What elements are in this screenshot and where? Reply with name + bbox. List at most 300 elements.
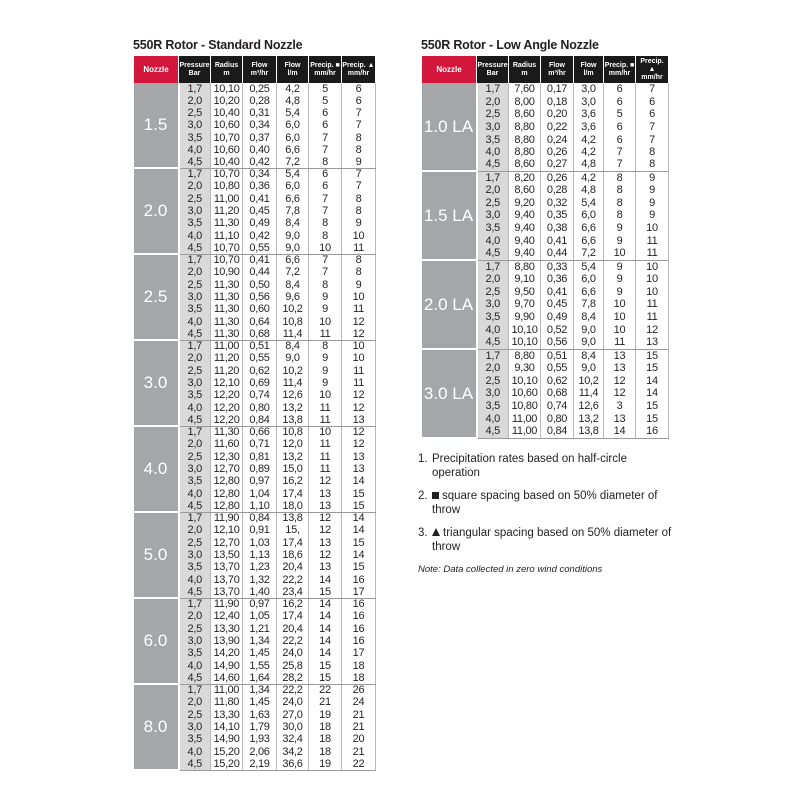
table-cell: 1,7 — [179, 684, 211, 696]
table-cell: 4,2 — [574, 146, 604, 159]
table-cell: 11,90 — [211, 598, 243, 610]
table-cell: 6 — [604, 96, 636, 109]
table-cell: 0,56 — [541, 336, 574, 349]
table-cell: 9 — [309, 365, 342, 377]
table-cell: 12,20 — [211, 389, 243, 401]
table-cell: 8,4 — [277, 279, 309, 291]
table-cell: 1,34 — [243, 635, 277, 647]
table-cell: 9,0 — [277, 242, 309, 254]
table-cell: 2,5 — [477, 285, 509, 298]
table-cell: 3,0 — [179, 549, 211, 561]
table-cell: 0,68 — [243, 328, 277, 340]
table-cell: 0,45 — [243, 205, 277, 217]
table-cell: 0,60 — [243, 303, 277, 315]
table-cell: 6 — [342, 95, 376, 107]
table-cell: 11 — [342, 377, 376, 389]
table-cell: 8 — [604, 209, 636, 222]
table-cell: 3,5 — [477, 400, 509, 413]
footnote-text: square spacing based on 50% diameter of throw — [432, 490, 658, 516]
table-cell: 13,2 — [277, 401, 309, 413]
table-cell: 11,00 — [211, 193, 243, 205]
table-cell: 36,6 — [277, 758, 309, 770]
footnote-1 — [418, 452, 678, 480]
table-cell: 7 — [309, 205, 342, 217]
table-cell: 8,80 — [509, 121, 541, 134]
column-header: Pressure Bar — [179, 56, 211, 83]
table-cell: 4,0 — [477, 413, 509, 426]
table-cell: 13,50 — [211, 549, 243, 561]
table-cell: 4,5 — [179, 328, 211, 340]
table-cell: 21 — [309, 696, 342, 708]
table-cell: 12 — [342, 328, 376, 340]
table-cell: 13,70 — [211, 573, 243, 585]
table-cell: 0,17 — [541, 83, 574, 96]
table-cell: 24,0 — [277, 696, 309, 708]
table-cell: 9 — [309, 352, 342, 364]
column-header: Precip. ▲ mm/hr — [342, 56, 376, 83]
table-cell: 11,20 — [211, 205, 243, 217]
table-cell: 2,0 — [179, 352, 211, 364]
nozzle-size-cell: 1.5 — [134, 83, 179, 168]
table-cell: 14 — [342, 512, 376, 524]
table-cell: 7 — [342, 180, 376, 192]
low-angle-nozzle-table — [421, 56, 669, 439]
table-cell: 9,20 — [509, 196, 541, 209]
table-cell: 8,4 — [277, 217, 309, 229]
table-cell: 1,7 — [179, 512, 211, 524]
table-cell: 1,32 — [243, 573, 277, 585]
table-cell: 5,4 — [277, 107, 309, 119]
table-cell: 12 — [636, 324, 669, 337]
table-cell: 0,51 — [243, 340, 277, 352]
table-cell: 2,5 — [179, 365, 211, 377]
table-cell: 7 — [309, 193, 342, 205]
table-cell: 9 — [636, 184, 669, 197]
table-cell: 13,8 — [277, 414, 309, 426]
table-cell: 14,60 — [211, 672, 243, 684]
table-cell: 0,34 — [243, 119, 277, 131]
table-cell: 16 — [636, 425, 669, 438]
table-cell: 0,42 — [243, 229, 277, 241]
table-cell: 0,35 — [541, 209, 574, 222]
table-cell: 9 — [604, 273, 636, 286]
table-cell: 5,4 — [574, 260, 604, 273]
table-cell: 12 — [342, 315, 376, 327]
table-cell: 3,5 — [477, 311, 509, 324]
table-cell: 9,40 — [509, 209, 541, 222]
table-cell: 10 — [636, 273, 669, 286]
table-cell: 3,5 — [477, 133, 509, 146]
table-cell: 11,4 — [277, 328, 309, 340]
table-cell: 10,70 — [211, 168, 243, 180]
table-cell: 12 — [342, 401, 376, 413]
table-cell: 0,97 — [243, 475, 277, 487]
table-cell: 16 — [342, 573, 376, 585]
table-cell: 11 — [342, 303, 376, 315]
table-cell: 15 — [342, 487, 376, 499]
nozzle-size-cell: 5.0 — [134, 512, 179, 598]
table-cell: 14 — [309, 610, 342, 622]
table-cell: 13 — [604, 362, 636, 375]
table-cell: 2,0 — [179, 95, 211, 107]
table-cell: 15,20 — [211, 745, 243, 757]
table-cell: 1,79 — [243, 721, 277, 733]
nozzle-size-cell: 2.0 LA — [422, 260, 477, 349]
table-cell: 11,20 — [211, 352, 243, 364]
table-cell: 3,5 — [179, 561, 211, 573]
table-cell: 10 — [604, 247, 636, 260]
table-cell: 6,6 — [574, 235, 604, 248]
table-cell: 9,10 — [509, 273, 541, 286]
footnote-number: 2. — [418, 490, 428, 502]
table-cell: 14 — [636, 374, 669, 387]
table-cell: 8 — [636, 146, 669, 159]
table-cell: 13,2 — [574, 413, 604, 426]
table-cell: 12,30 — [211, 451, 243, 463]
table-cell: 20,4 — [277, 623, 309, 635]
table-row — [134, 426, 376, 438]
table-cell: 4,8 — [574, 158, 604, 171]
table-cell: 9 — [636, 209, 669, 222]
table-cell: 10,10 — [211, 83, 243, 95]
table-cell: 7 — [309, 144, 342, 156]
table-cell: 13 — [342, 451, 376, 463]
table-cell: 12,6 — [277, 389, 309, 401]
table-row — [134, 684, 376, 696]
table-cell: 7 — [636, 83, 669, 96]
table-cell: 8,60 — [509, 108, 541, 121]
table-cell: 4,5 — [179, 414, 211, 426]
table-cell: 4,5 — [179, 586, 211, 598]
table-cell: 11,30 — [211, 328, 243, 340]
table-cell: 0,36 — [243, 180, 277, 192]
table-cell: 8,80 — [509, 146, 541, 159]
table-cell: 0,55 — [243, 352, 277, 364]
standard-nozzle-title: 550R Rotor - Standard Nozzle — [133, 38, 303, 52]
table-cell: 6,0 — [277, 180, 309, 192]
table-cell: 5 — [309, 95, 342, 107]
table-cell: 0,80 — [243, 401, 277, 413]
table-cell: 23,4 — [277, 586, 309, 598]
table-cell: 11,30 — [211, 279, 243, 291]
table-cell: 9,0 — [277, 229, 309, 241]
table-cell: 0,62 — [541, 374, 574, 387]
table-cell: 19 — [309, 709, 342, 721]
table-row — [134, 598, 376, 610]
table-cell: 8,80 — [509, 133, 541, 146]
table-cell: 11 — [636, 311, 669, 324]
table-cell: 4,5 — [179, 758, 211, 770]
column-header: Flow m³/hr — [243, 56, 277, 83]
table-cell: 10,2 — [277, 365, 309, 377]
table-cell: 2,19 — [243, 758, 277, 770]
table-cell: 4,5 — [477, 247, 509, 260]
table-cell: 11 — [309, 463, 342, 475]
table-cell: 10 — [309, 426, 342, 438]
table-cell: 0,91 — [243, 524, 277, 536]
table-cell: 8,4 — [574, 311, 604, 324]
table-cell: 7 — [636, 121, 669, 134]
table-cell: 11,80 — [211, 696, 243, 708]
table-cell: 13 — [342, 414, 376, 426]
table-cell: 3,0 — [179, 119, 211, 131]
table-cell: 2,5 — [179, 279, 211, 291]
table-cell: 9,6 — [277, 291, 309, 303]
table-cell: 1,7 — [477, 171, 509, 184]
column-header: Precip. ■ mm/hr — [309, 56, 342, 83]
table-cell: 6,6 — [277, 193, 309, 205]
table-cell: 10,80 — [509, 400, 541, 413]
table-cell: 30,0 — [277, 721, 309, 733]
table-cell: 3,5 — [179, 647, 211, 659]
table-cell: 0,41 — [541, 235, 574, 248]
table-cell: 9,90 — [509, 311, 541, 324]
table-cell: 2,0 — [477, 273, 509, 286]
table-cell: 3,0 — [179, 635, 211, 647]
table-cell: 11 — [309, 451, 342, 463]
footnote-2 — [418, 489, 678, 517]
table-cell: 9,40 — [509, 247, 541, 260]
table-cell: 8,80 — [509, 349, 541, 362]
header-row — [422, 56, 669, 83]
table-cell: 15 — [309, 672, 342, 684]
table-cell: 0,44 — [541, 247, 574, 260]
table-cell: 1,04 — [243, 487, 277, 499]
table-cell: 22,2 — [277, 635, 309, 647]
table-cell: 1,7 — [179, 168, 211, 180]
table-cell: 14 — [309, 598, 342, 610]
table-cell: 9 — [604, 285, 636, 298]
table-cell: 11 — [342, 365, 376, 377]
table-cell: 11 — [604, 336, 636, 349]
table-cell: 0,38 — [541, 222, 574, 235]
standard-nozzle-table — [133, 56, 376, 771]
table-cell: 14 — [309, 635, 342, 647]
table-cell: 11,10 — [211, 229, 243, 241]
table-cell: 0,84 — [243, 512, 277, 524]
table-cell: 11,00 — [509, 413, 541, 426]
table-cell: 0,64 — [243, 315, 277, 327]
table-cell: 10 — [309, 315, 342, 327]
table-cell: 2,0 — [477, 96, 509, 109]
table-cell: 10,40 — [211, 107, 243, 119]
table-cell: 20 — [342, 733, 376, 745]
table-cell: 12 — [309, 512, 342, 524]
table-cell: 12,6 — [574, 400, 604, 413]
table-cell: 12,20 — [211, 414, 243, 426]
table-cell: 4,5 — [179, 672, 211, 684]
table-cell: 2,0 — [179, 696, 211, 708]
table-cell: 0,71 — [243, 438, 277, 450]
table-cell: 10,80 — [211, 180, 243, 192]
column-header: Flow m³/hr — [541, 56, 574, 83]
table-cell: 22,2 — [277, 684, 309, 696]
table-cell: 10 — [604, 298, 636, 311]
table-cell: 1,13 — [243, 549, 277, 561]
table-cell: 2,5 — [179, 107, 211, 119]
table-cell: 4,5 — [477, 425, 509, 438]
table-cell: 4,0 — [179, 659, 211, 671]
table-cell: 5 — [309, 83, 342, 95]
table-cell: 1,45 — [243, 647, 277, 659]
table-cell: 12 — [342, 389, 376, 401]
table-cell: 10,10 — [509, 374, 541, 387]
table-cell: 11,90 — [211, 512, 243, 524]
table-cell: 0,32 — [541, 196, 574, 209]
table-cell: 1,21 — [243, 623, 277, 635]
table-cell: 15 — [636, 362, 669, 375]
table-cell: 15 — [309, 659, 342, 671]
table-cell: 0,42 — [243, 156, 277, 168]
table-cell: 13,8 — [574, 425, 604, 438]
table-cell: 13,2 — [277, 451, 309, 463]
table-cell: 14 — [342, 549, 376, 561]
table-cell: 0,28 — [243, 95, 277, 107]
table-cell: 2,0 — [179, 266, 211, 278]
table-cell: 4,5 — [179, 242, 211, 254]
table-cell: 7 — [342, 168, 376, 180]
header-row — [134, 56, 376, 83]
triangle-icon — [432, 528, 440, 536]
table-cell: 17,4 — [277, 537, 309, 549]
table-cell: 8 — [636, 158, 669, 171]
table-cell: 0,27 — [541, 158, 574, 171]
table-cell: 15,0 — [277, 463, 309, 475]
table-cell: 10,8 — [277, 426, 309, 438]
table-cell: 8 — [342, 193, 376, 205]
table-cell: 3,0 — [477, 298, 509, 311]
table-cell: 10 — [309, 242, 342, 254]
table-cell: 2,5 — [179, 537, 211, 549]
table-cell: 15,20 — [211, 758, 243, 770]
table-cell: 4,0 — [179, 487, 211, 499]
table-cell: 3,0 — [179, 721, 211, 733]
table-cell: 1,03 — [243, 537, 277, 549]
table-cell: 1,40 — [243, 586, 277, 598]
table-cell: 15 — [636, 413, 669, 426]
table-cell: 2,5 — [477, 374, 509, 387]
table-cell: 3,5 — [179, 475, 211, 487]
table-cell: 1,7 — [179, 340, 211, 352]
nozzle-size-cell: 6.0 — [134, 598, 179, 684]
table-cell: 4,0 — [179, 573, 211, 585]
table-cell: 9 — [309, 291, 342, 303]
table-cell: 7,8 — [574, 298, 604, 311]
table-cell: 0,24 — [541, 133, 574, 146]
table-cell: 17,4 — [277, 487, 309, 499]
table-cell: 12 — [342, 438, 376, 450]
table-cell: 9,0 — [574, 336, 604, 349]
table-cell: 0,18 — [541, 96, 574, 109]
table-cell: 8,00 — [509, 96, 541, 109]
table-cell: 11 — [309, 414, 342, 426]
table-cell: 1,7 — [477, 83, 509, 96]
table-cell: 9 — [636, 196, 669, 209]
table-cell: 6,0 — [277, 119, 309, 131]
table-cell: 22 — [342, 758, 376, 770]
table-cell: 0,84 — [243, 414, 277, 426]
nozzle-size-cell: 1.0 LA — [422, 83, 477, 171]
table-cell: 7,2 — [574, 247, 604, 260]
table-cell: 0,55 — [243, 242, 277, 254]
table-cell: 17,4 — [277, 610, 309, 622]
table-cell: 11 — [636, 235, 669, 248]
table-cell: 13 — [309, 500, 342, 512]
table-cell: 8 — [342, 254, 376, 266]
table-cell: 0,28 — [541, 184, 574, 197]
table-cell: 13,90 — [211, 635, 243, 647]
table-cell: 10,20 — [211, 95, 243, 107]
table-cell: 0,22 — [541, 121, 574, 134]
table-cell: 5,4 — [277, 168, 309, 180]
table-cell: 0,31 — [243, 107, 277, 119]
table-cell: 18 — [309, 733, 342, 745]
footnote-number: 1. — [418, 453, 428, 465]
table-cell: 13,70 — [211, 586, 243, 598]
table-cell: 3,0 — [179, 205, 211, 217]
low-angle-nozzle-section — [421, 38, 669, 439]
table-cell: 13 — [604, 413, 636, 426]
table-cell: 6,6 — [574, 285, 604, 298]
table-cell: 8 — [309, 340, 342, 352]
table-cell: 0,25 — [243, 83, 277, 95]
table-cell: 8,80 — [509, 260, 541, 273]
table-cell: 17 — [342, 586, 376, 598]
table-cell: 7,2 — [277, 156, 309, 168]
table-cell: 3 — [604, 400, 636, 413]
table-cell: 3,0 — [477, 209, 509, 222]
table-cell: 2,0 — [477, 184, 509, 197]
table-cell: 11,30 — [211, 217, 243, 229]
table-cell: 0,51 — [541, 349, 574, 362]
table-cell: 1,7 — [179, 426, 211, 438]
table-cell: 10,70 — [211, 254, 243, 266]
table-cell: 22 — [309, 684, 342, 696]
table-cell: 0,33 — [541, 260, 574, 273]
table-cell: 0,36 — [541, 273, 574, 286]
table-cell: 1,7 — [477, 260, 509, 273]
table-cell: 12 — [309, 524, 342, 536]
table-cell: 3,5 — [179, 132, 211, 144]
table-cell: 3,0 — [477, 387, 509, 400]
table-cell: 13 — [636, 336, 669, 349]
table-cell: 7 — [309, 266, 342, 278]
table-cell: 9,40 — [509, 222, 541, 235]
column-header: Pressure Bar — [477, 56, 509, 83]
table-cell: 10 — [342, 229, 376, 241]
table-cell: 6 — [636, 96, 669, 109]
table-cell: 0,49 — [243, 217, 277, 229]
table-cell: 7 — [342, 119, 376, 131]
column-header: Nozzle — [134, 56, 179, 83]
table-row — [134, 254, 376, 266]
table-cell: 2,0 — [179, 524, 211, 536]
table-cell: 0,44 — [243, 266, 277, 278]
table-cell: 10,70 — [211, 132, 243, 144]
table-cell: 18 — [342, 659, 376, 671]
table-cell: 3,0 — [179, 463, 211, 475]
table-cell: 5,4 — [574, 196, 604, 209]
table-cell: 12 — [604, 374, 636, 387]
table-cell: 4,0 — [179, 401, 211, 413]
table-cell: 10,10 — [509, 324, 541, 337]
table-cell: 2,5 — [477, 108, 509, 121]
table-cell: 0,84 — [541, 425, 574, 438]
column-header: Precip. ■ mm/hr — [604, 56, 636, 83]
table-row — [422, 349, 669, 362]
wind-conditions-note: Note: Data collected in zero wind conditions — [418, 564, 603, 575]
table-cell: 9 — [342, 217, 376, 229]
